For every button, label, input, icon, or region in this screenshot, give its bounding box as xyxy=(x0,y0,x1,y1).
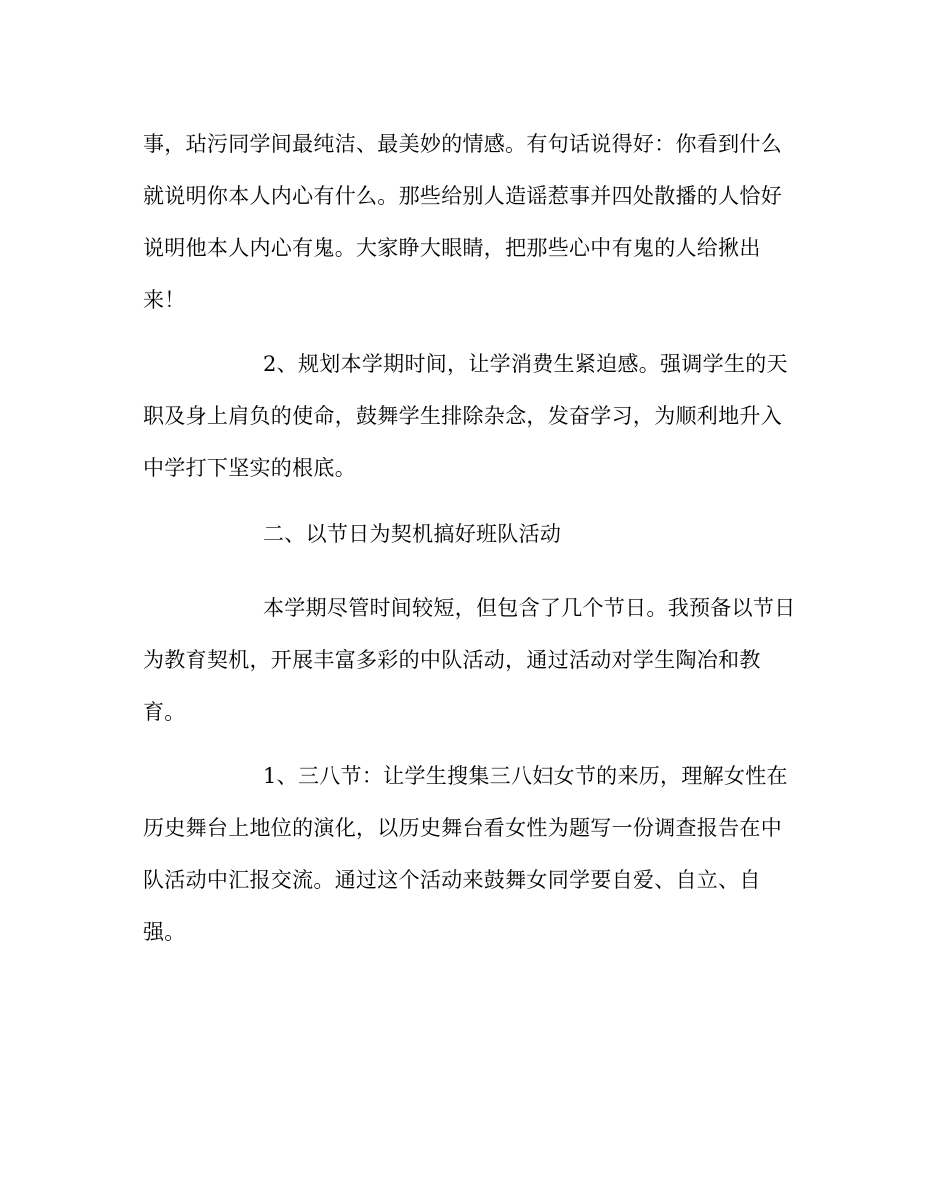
paragraph-2-line-1: 2、规划本学期时间，让学消费生紧迫感。强调学生的天 xyxy=(263,352,788,376)
paragraph-4-line-1: 本学期尽管时间较短，但包含了几个节日。我预备以节日 xyxy=(263,596,796,620)
paragraph-1-line-1: 事，玷污同学间最纯洁、最美妙的情感。有句话说得好：你看到什么 xyxy=(143,132,782,156)
paragraph-1-line-3: 说明他本人内心有鬼。大家睁大眼睛，把那些心中有鬼的人给揪出 xyxy=(143,236,761,260)
paragraph-5-line-1: 1、三八节：让学生搜集三八妇女节的来历，理解女性在 xyxy=(263,764,788,788)
paragraph-4 xyxy=(143,582,811,738)
paragraph-4-line-3: 育。 xyxy=(143,700,186,724)
section-heading xyxy=(143,508,811,560)
section-heading-text: 二、以节日为契机搞好班队活动 xyxy=(263,522,562,546)
paragraph-2-line-3: 中学打下坚实的根底。 xyxy=(143,456,356,480)
paragraph-5 xyxy=(143,750,811,958)
paragraph-1-line-2: 就说明你本人内心有什么。那些给别人造谣惹事并四处散播的人恰好 xyxy=(143,184,782,208)
paragraph-5-line-3: 队活动中汇报交流。通过这个活动来鼓舞女同学要自爱、自立、自 xyxy=(143,868,761,892)
paragraph-1-line-4: 来！ xyxy=(143,288,186,312)
paragraph-5-line-2: 历史舞台上地位的演化，以历史舞台看女性为题写一份调查报告在中 xyxy=(143,816,782,840)
paragraph-5-line-4: 强。 xyxy=(143,920,186,944)
paragraph-4-line-2: 为教育契机，开展丰富多彩的中队活动，通过活动对学生陶冶和教 xyxy=(143,648,761,672)
paragraph-1 xyxy=(143,118,811,326)
paragraph-2-line-2: 职及身上肩负的使命，鼓舞学生排除杂念，发奋学习，为顺利地升入 xyxy=(143,404,782,428)
paragraph-2 xyxy=(143,338,811,494)
